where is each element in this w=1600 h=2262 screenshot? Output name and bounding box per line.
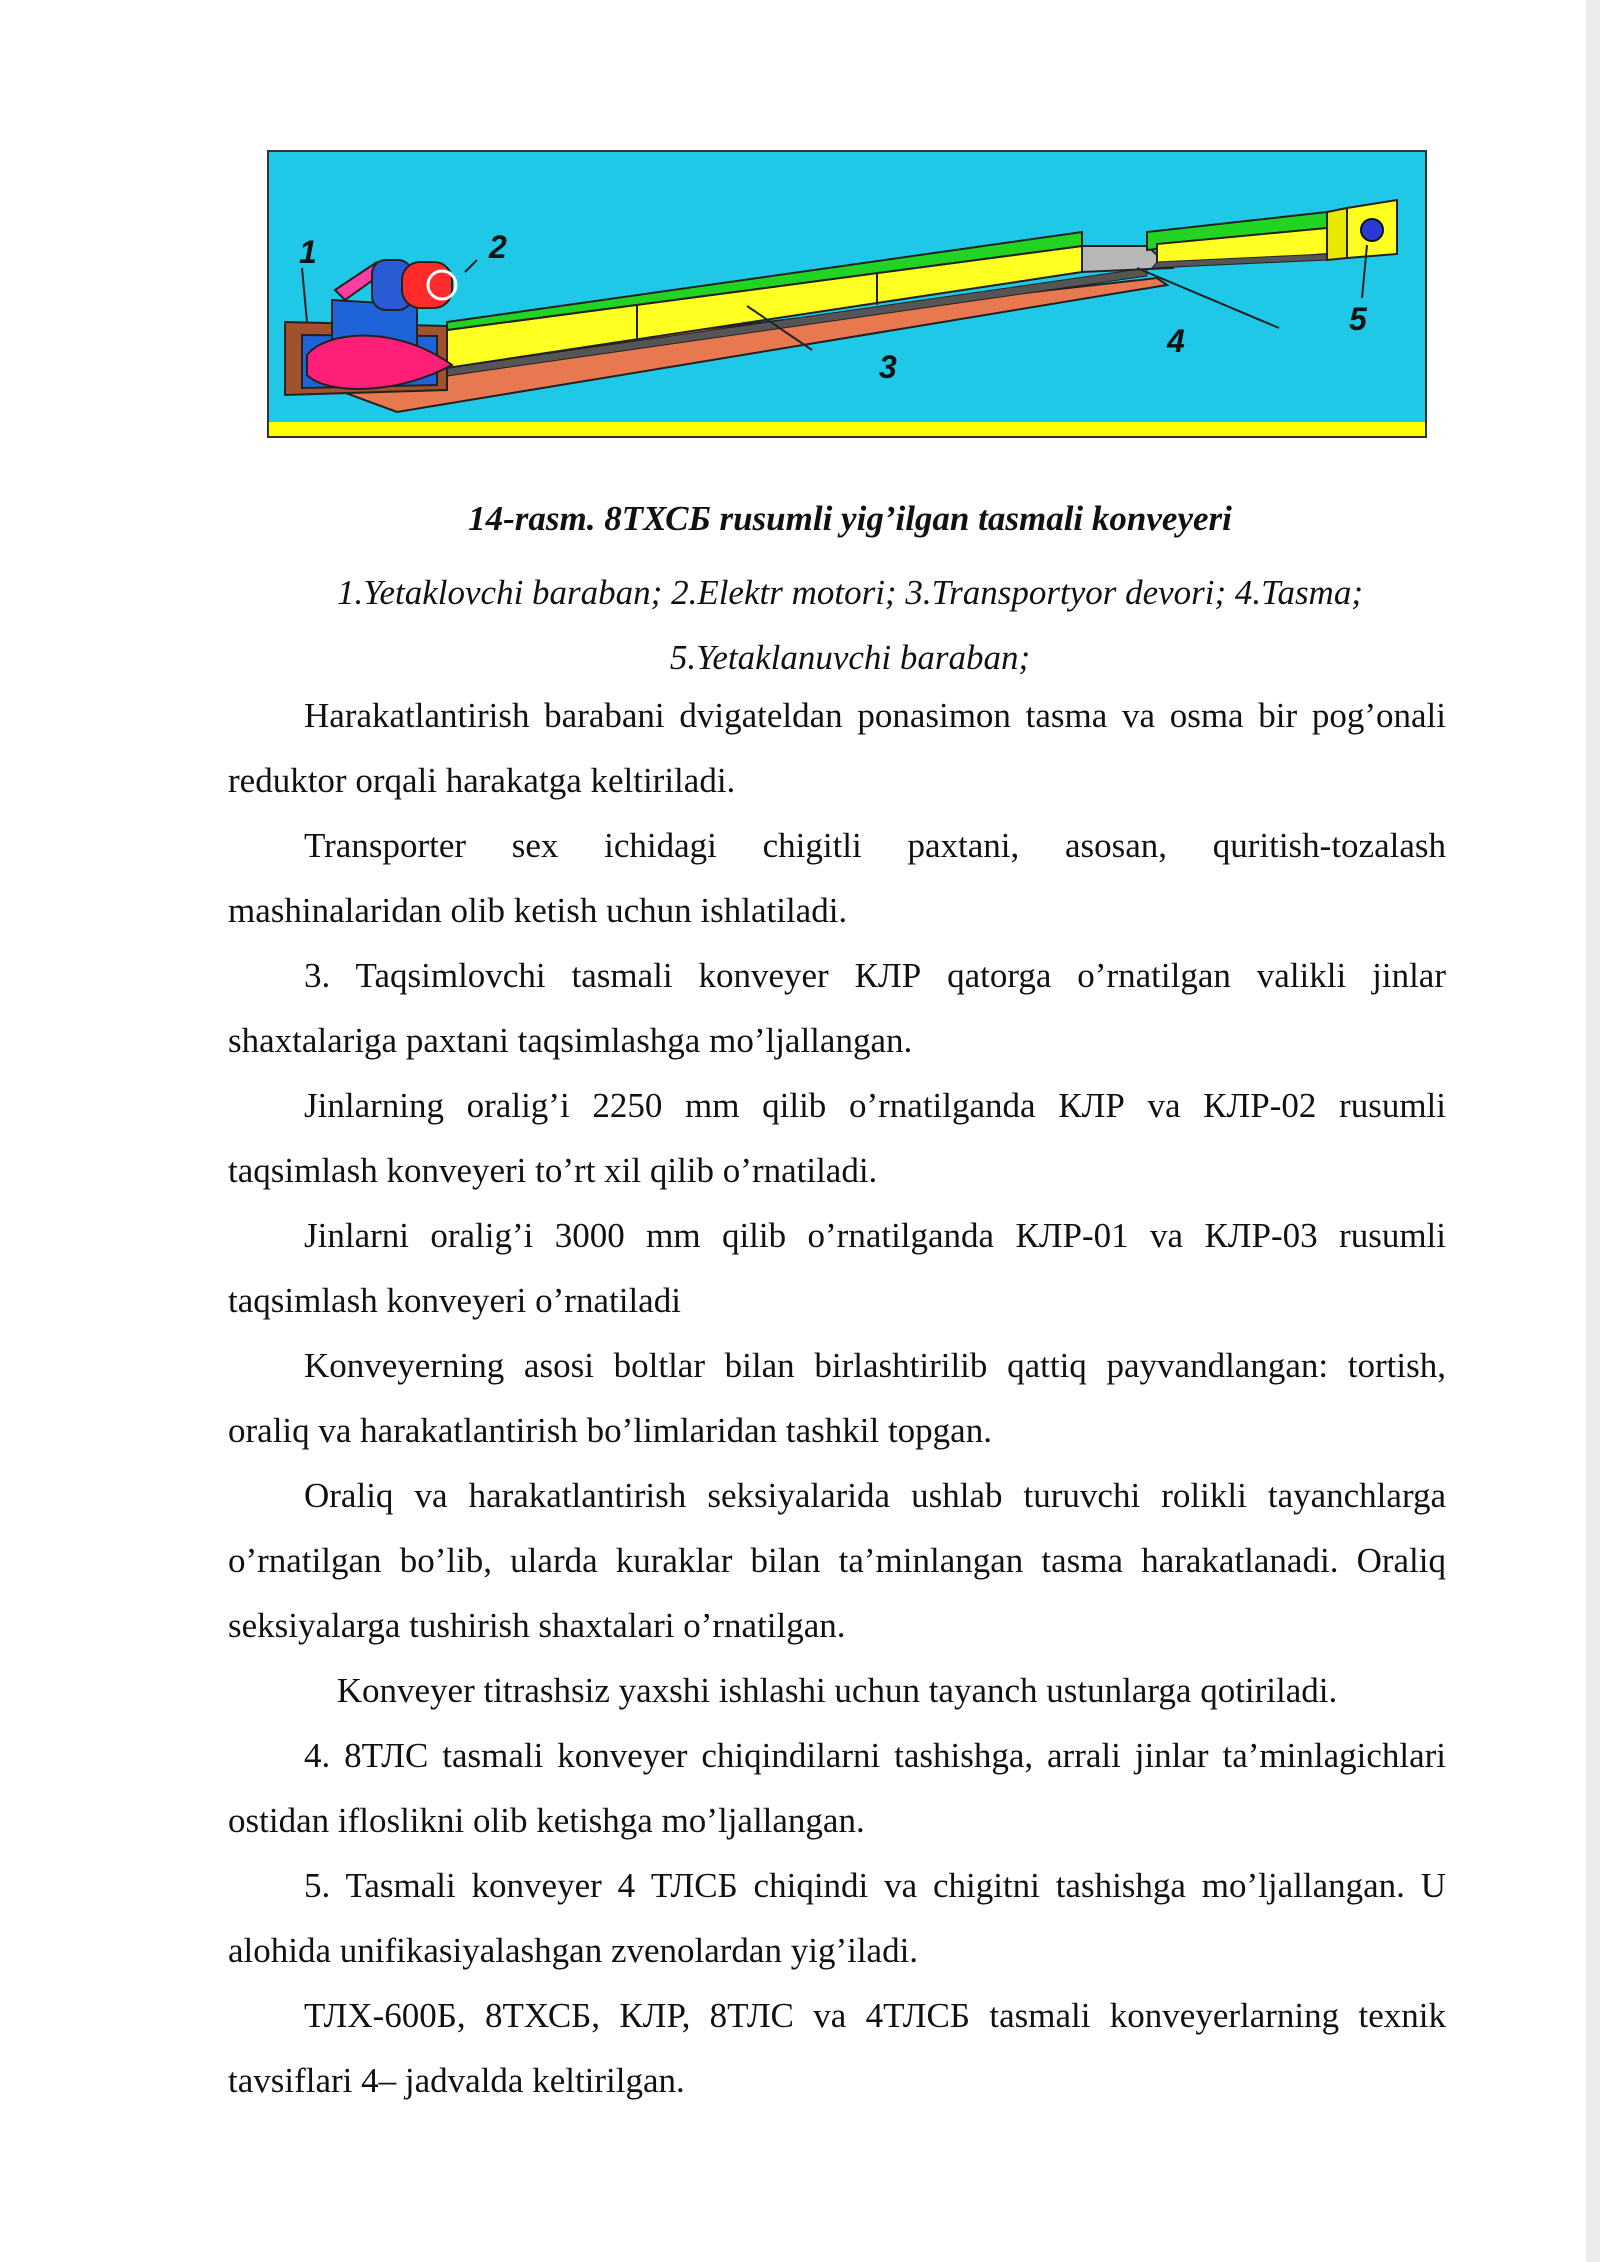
- callout-4: 4: [1167, 323, 1185, 359]
- paragraph: Oraliq va harakatlantirish seksiyalarida ushlab turuvchi rolikli tayanchlarga o’rnatilgan bo’lib, ularda kuraklar bilan ta’minlangan tasma harakatlanadi. Oraliq seksiyalarga tushirish shaxtalari o’rnatilgan.: [228, 1476, 1446, 1645]
- legend-line-2: 5.Yetaklanuvchi baraban;: [669, 638, 1031, 677]
- page-edge: [1586, 0, 1600, 2262]
- body-text: [228, 683, 1446, 2113]
- callout-1: 1: [299, 234, 317, 270]
- paragraph: Jinlarni oralig’i 3000 mm qilib o’rnatilganda КЛР-01 va КЛР-03 rusumli taqsimlash konveyeri o’rnatiladi: [228, 1216, 1446, 1320]
- paragraph: Transporter sex ichidagi chigitli paxtani, asosan, quritish-tozalash mashinalaridan olib ketish uchun ishlatiladi.: [228, 826, 1446, 930]
- paragraph: 5. Tasmali konveyer 4 ТЛСБ chiqindi va chigitni tashishga mo’ljallangan. U alohida unifikasiyalashgan zvenolardan yig’iladi.: [228, 1866, 1446, 1970]
- tail-pulley: [1361, 219, 1383, 241]
- conveyor-figure: [267, 150, 1427, 438]
- paragraph: 4. 8ТЛС tasmali konveyer chiqindilarni tashishga, arrali jinlar ta’minlagichlari ostidan ifloslikni olib ketishga mo’ljallangan.: [228, 1736, 1446, 1840]
- callout-2: 2: [489, 229, 507, 265]
- figure-caption-title: 14-rasm. 8ТХСБ rusumli yig’ilgan tasmali konveyeri: [468, 499, 1232, 538]
- legend-line-1: 1.Yetaklovchi baraban; 2.Elektr motori; 3.Transportyor devori; 4.Tasma;: [336, 573, 1363, 612]
- figure-floor-strip: [269, 422, 1425, 436]
- paragraph: 3. Taqsimlovchi tasmali konveyer КЛР qatorga o’rnatilgan valikli jinlar shaxtalariga paxtani taqsimlashga mo’ljallangan.: [228, 956, 1446, 1060]
- paragraph: Konveyerning asosi boltlar bilan birlashtirilib qattiq payvandlangan: tortish, oraliq va harakatlantirish bo’limlaridan tashkil topgan.: [228, 1346, 1446, 1450]
- paragraph: ТЛХ-600Б, 8ТХСБ, КЛР, 8ТЛС va 4ТЛСБ tasmali konveyerlarning texnik tavsiflari 4– jadvalda keltirilgan.: [228, 1996, 1446, 2100]
- paragraph: Harakatlantirish barabani dvigateldan ponasimon tasma va osma bir pog’onali reduktor orqali harakatga keltiriladi.: [228, 696, 1446, 800]
- figure-caption-legend: [230, 560, 1470, 690]
- callout-3: 3: [879, 349, 897, 385]
- paragraph: Konveyer titrashsiz yaxshi ishlashi uchun tayanch ustunlarga qotiriladi.: [336, 1671, 1338, 1710]
- callout-5: 5: [1349, 301, 1367, 337]
- conveyor-illustration: [267, 150, 1427, 438]
- paragraph: Jinlarning oralig’i 2250 mm qilib o’rnatilganda КЛР va КЛР-02 rusumli taqsimlash konveyeri to’rt xil qilib o’rnatiladi.: [228, 1086, 1446, 1190]
